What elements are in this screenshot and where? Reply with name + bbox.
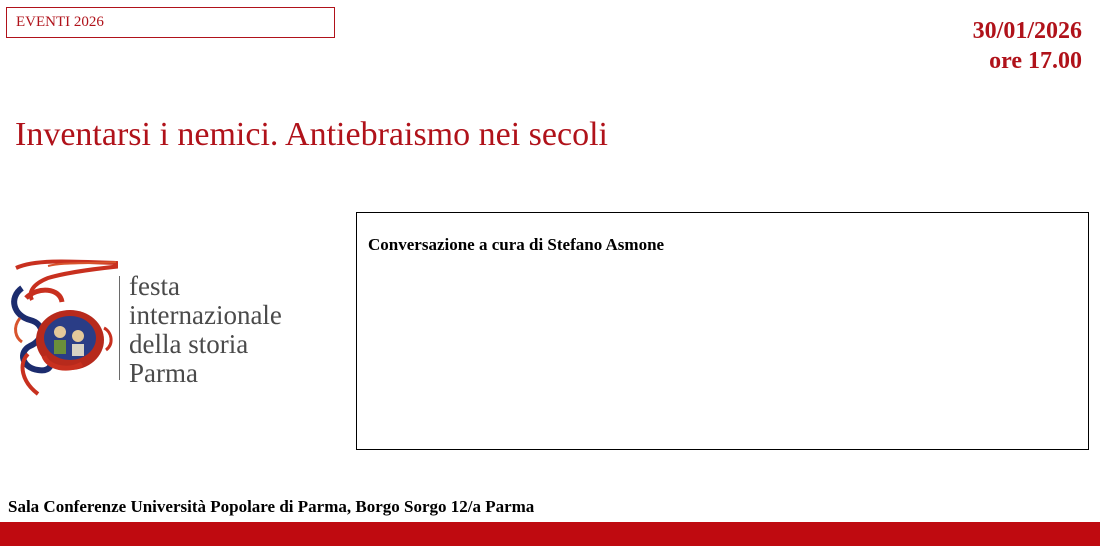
event-description: Conversazione a cura di Stefano Asmone (368, 235, 665, 254)
event-date: 30/01/2026 (972, 18, 1082, 44)
festival-logo (8, 258, 318, 398)
event-venue: Sala Conferenze Università Popolare di Parma, Borgo Sorgo 12/a Parma (8, 497, 535, 516)
category-label: EVENTI 2026 (6, 7, 335, 38)
logo-text (129, 272, 282, 388)
illuminated-letter-icon (8, 258, 118, 398)
logo-line-3: della storia (129, 329, 249, 359)
logo-line-1: festa (129, 271, 180, 301)
logo-divider (119, 276, 120, 380)
description-box (356, 212, 1089, 450)
event-datetime (973, 16, 1082, 76)
event-title: Inventarsi i nemici. Antiebraismo nei secoli (15, 116, 608, 153)
event-time: ore 17.00 (989, 48, 1082, 74)
logo-line-2: internazionale (129, 300, 282, 330)
logo-line-4: Parma (129, 358, 198, 388)
footer-bar (0, 522, 1100, 546)
